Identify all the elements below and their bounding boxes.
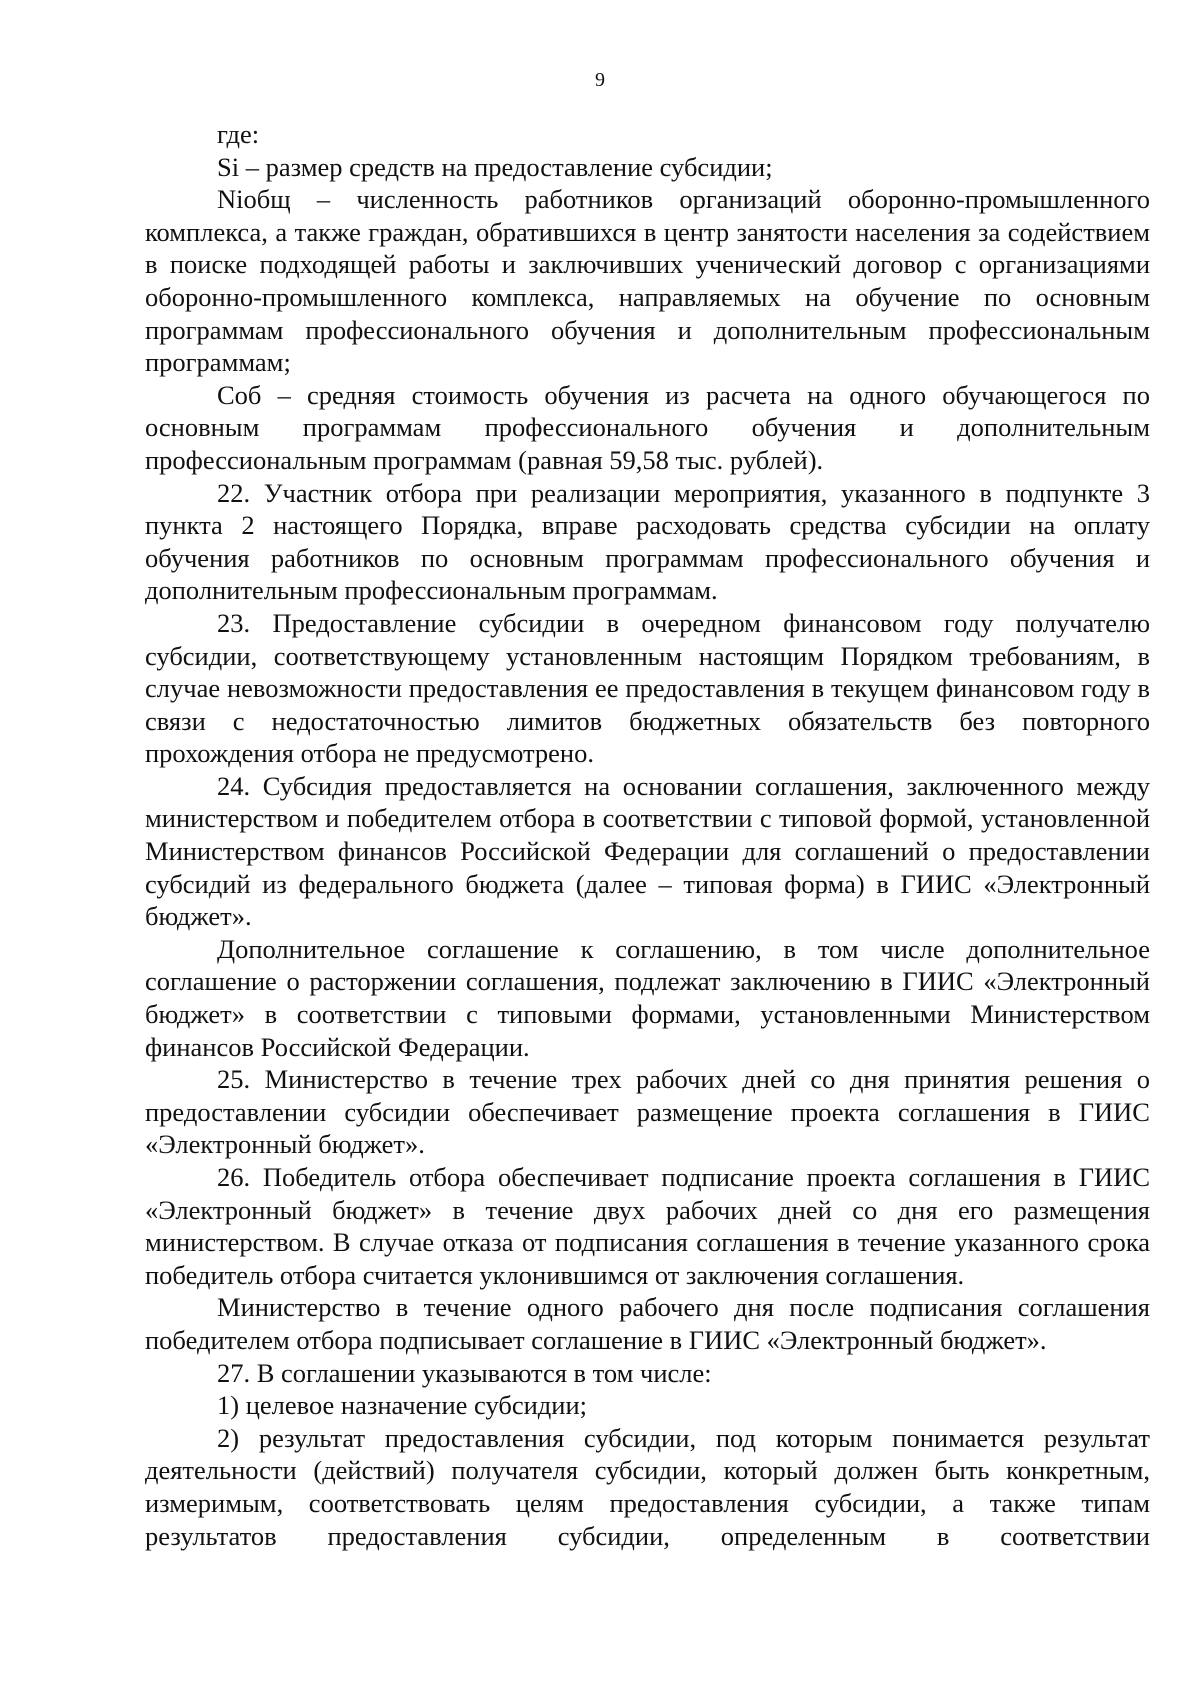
list-item-1: 1) целевое назначение субсидии; xyxy=(217,1390,588,1421)
paragraph-item-27: 27. В соглашении указываются в том числе: xyxy=(217,1357,712,1388)
paragraph-ministry-signing: Министерство в течение одного рабочего дня после подписания соглашения победителем отбора подписывает соглашение в ГИИС «Электронный бюджет». xyxy=(145,1292,1150,1355)
paragraph-item-25: 25. Министерство в течение трех рабочих дней со дня принятия решения о предоставлении субсидии обеспечивает размещение проекта соглашения в ГИИС «Электронный бюджет». xyxy=(145,1064,1150,1160)
paragraph-where: где: xyxy=(217,119,260,149)
document-body xyxy=(145,118,1150,1552)
paragraph-si-definition: Si – размер средств на предоставление субсидии; xyxy=(217,151,773,182)
paragraph-ni-definition: Niобщ – численность работников организаций оборонно-промышленного комплекса, а также граждан, обратившихся в центр занятости населения за содействием в поиске подходящей работы и заключивших ученический договор с организациями оборонно-промышленного комплекса, направляемых на обучение по основным программам профессионального обучения и дополнительным профессиональным программам; xyxy=(145,184,1150,378)
page-number: 9 xyxy=(595,69,605,91)
list-item-2: 2) результат предоставления субсидии, под которым понимается результат деятельности (действий) получателя субсидии, который должен быть конкретным, измеримым, соответствовать целям предоставления субсидии, а также типам результатов предоставления субсидии, определенным в соответствии xyxy=(145,1422,1150,1551)
paragraph-item-24: 24. Субсидия предоставляется на основании соглашения, заключенного между министерством и победителем отбора в соответствии с типовой формой, установленной Министерством финансов Российской Федерации для соглашений о предоставлении субсидий из федерального бюджета (далее – типовая форма) в ГИИС «Электронный бюджет». xyxy=(145,770,1150,932)
paragraph-item-26: 26. Победитель отбора обеспечивает подписание проекта соглашения в ГИИС «Электронный бюджет» в течение двух рабочих дней со дня его размещения министерством. В случае отказа от подписания соглашения в течение указанного срока победитель отбора считается уклонившимся от заключения соглашения. xyxy=(145,1162,1150,1290)
paragraph-item-22: 22. Участник отбора при реализации мероприятия, указанного в подпункте 3 пункта 2 настоящего Порядка, вправе расходовать средства субсидии на оплату обучения работников по основным программам профессионального обучения и дополнительным профессиональным программам. xyxy=(145,477,1150,606)
paragraph-cob-definition: Соб – средняя стоимость обучения из расчета на одного обучающегося по основным программам профессионального обучения и дополнительным профессиональным программам (равная 59,58 тыс. рублей). xyxy=(145,379,1150,475)
paragraph-item-23: 23. Предоставление субсидии в очередном финансовом году получателю субсидии, соответствующему установленным настоящим Порядком требованиям, в случае невозможности предоставления ее предоставления в текущем финансовом году в связи с недостаточностью лимитов бюджетных обязательств без повторного прохождения отбора не предусмотрено. xyxy=(145,607,1150,769)
paragraph-additional-agreement: Дополнительное соглашение к соглашению, в том числе дополнительное соглашение о расторжении соглашения, подлежат заключению в ГИИС «Электронный бюджет» в соответствии с типовыми формами, установленными Министерством финансов Российской Федерации. xyxy=(145,933,1150,1062)
